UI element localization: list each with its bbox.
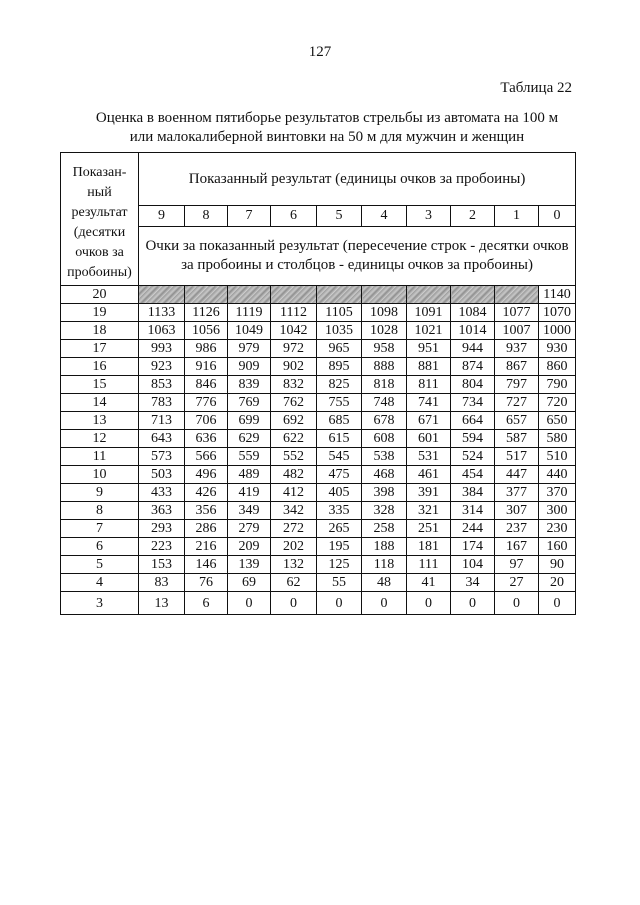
score-cell: 370 — [539, 484, 576, 502]
score-cell: 1077 — [495, 304, 539, 322]
score-cell: 496 — [185, 466, 228, 484]
score-cell: 937 — [495, 340, 539, 358]
score-cell: 97 — [495, 556, 539, 574]
score-cell: 664 — [451, 412, 495, 430]
table-row — [61, 574, 576, 592]
score-cell: 167 — [495, 538, 539, 556]
table-row — [61, 286, 576, 304]
tens-cell: 17 — [61, 340, 139, 358]
score-cell: 811 — [407, 376, 451, 394]
tens-cell: 10 — [61, 466, 139, 484]
score-cell: 419 — [228, 484, 271, 502]
score-cell: 216 — [185, 538, 228, 556]
corner-header — [61, 153, 139, 286]
score-cell: 489 — [228, 466, 271, 484]
score-cell: 195 — [317, 538, 362, 556]
table-row — [61, 322, 576, 340]
score-cell: 783 — [139, 394, 185, 412]
unit-header-cell: 6 — [271, 206, 317, 227]
score-cell: 1091 — [407, 304, 451, 322]
score-cell: 804 — [451, 376, 495, 394]
score-cell: 699 — [228, 412, 271, 430]
tens-cell: 20 — [61, 286, 139, 304]
score-cell: 909 — [228, 358, 271, 376]
score-cell: 517 — [495, 448, 539, 466]
score-cell: 426 — [185, 484, 228, 502]
score-cell: 769 — [228, 394, 271, 412]
score-cell: 874 — [451, 358, 495, 376]
score-cell: 615 — [317, 430, 362, 448]
score-cell: 713 — [139, 412, 185, 430]
score-cell: 356 — [185, 502, 228, 520]
score-cell: 951 — [407, 340, 451, 358]
scanned-smudge-cell — [451, 286, 495, 304]
score-cell: 118 — [362, 556, 407, 574]
score-cell: 734 — [451, 394, 495, 412]
table-row — [61, 412, 576, 430]
score-cell: 1098 — [362, 304, 407, 322]
score-cell: 580 — [539, 430, 576, 448]
score-cell: 832 — [271, 376, 317, 394]
score-cell: 412 — [271, 484, 317, 502]
score-cell: 1049 — [228, 322, 271, 340]
score-cell: 391 — [407, 484, 451, 502]
tens-cell: 5 — [61, 556, 139, 574]
score-cell: 454 — [451, 466, 495, 484]
corner-header-line: результат — [71, 205, 128, 220]
score-cell: 538 — [362, 448, 407, 466]
score-cell: 223 — [139, 538, 185, 556]
unit-header-cell: 9 — [139, 206, 185, 227]
score-cell: 153 — [139, 556, 185, 574]
score-cell: 797 — [495, 376, 539, 394]
table-row — [61, 556, 576, 574]
score-cell: 657 — [495, 412, 539, 430]
score-cell: 636 — [185, 430, 228, 448]
score-cell: 132 — [271, 556, 317, 574]
tens-cell: 11 — [61, 448, 139, 466]
score-cell: 1028 — [362, 322, 407, 340]
unit-header-cell: 0 — [539, 206, 576, 227]
score-cell: 776 — [185, 394, 228, 412]
unit-header-cell: 4 — [362, 206, 407, 227]
score-cell: 559 — [228, 448, 271, 466]
score-cell: 41 — [407, 574, 451, 592]
table-row — [61, 592, 576, 615]
score-cell: 160 — [539, 538, 576, 556]
score-cell: 62 — [271, 574, 317, 592]
score-cell: 944 — [451, 340, 495, 358]
score-cell: 69 — [228, 574, 271, 592]
score-cell: 0 — [495, 592, 539, 615]
score-cell: 608 — [362, 430, 407, 448]
score-cell: 839 — [228, 376, 271, 394]
tens-cell: 15 — [61, 376, 139, 394]
title-line-2: или малокалиберной винтовки на 50 м для мужчин и женщин — [129, 129, 525, 145]
score-cell: 1035 — [317, 322, 362, 340]
tens-cell: 16 — [61, 358, 139, 376]
score-cell: 209 — [228, 538, 271, 556]
score-cell: 1014 — [451, 322, 495, 340]
score-cell: 447 — [495, 466, 539, 484]
table-row — [61, 376, 576, 394]
unit-header-cell: 3 — [407, 206, 451, 227]
score-cell: 545 — [317, 448, 362, 466]
score-cell: 867 — [495, 358, 539, 376]
score-cell: 468 — [362, 466, 407, 484]
score-cell: 258 — [362, 520, 407, 538]
score-cell: 748 — [362, 394, 407, 412]
score-cell: 1042 — [271, 322, 317, 340]
table-row — [61, 484, 576, 502]
table-row — [61, 304, 576, 322]
score-cell: 139 — [228, 556, 271, 574]
score-cell: 0 — [451, 592, 495, 615]
main-column-header: Показанный результат (единицы очков за пробоины) — [139, 153, 576, 206]
score-cell: 678 — [362, 412, 407, 430]
table-row — [61, 466, 576, 484]
score-cell: 1126 — [185, 304, 228, 322]
score-cell: 55 — [317, 574, 362, 592]
score-cell: 650 — [539, 412, 576, 430]
score-cell: 629 — [228, 430, 271, 448]
table-row — [61, 448, 576, 466]
score-cell: 1119 — [228, 304, 271, 322]
score-cell: 741 — [407, 394, 451, 412]
score-cell: 1112 — [271, 304, 317, 322]
score-cell: 671 — [407, 412, 451, 430]
corner-header-line: пробоины) — [67, 265, 132, 280]
score-cell: 286 — [185, 520, 228, 538]
score-cell: 1084 — [451, 304, 495, 322]
sub-column-header — [139, 227, 576, 286]
score-cell: 125 — [317, 556, 362, 574]
score-table — [60, 152, 576, 615]
score-cell: 321 — [407, 502, 451, 520]
tens-cell: 18 — [61, 322, 139, 340]
score-cell: 20 — [539, 574, 576, 592]
page-number: 127 — [308, 44, 332, 60]
score-cell: 993 — [139, 340, 185, 358]
score-cell: 825 — [317, 376, 362, 394]
score-cell: 1056 — [185, 322, 228, 340]
score-cell: 251 — [407, 520, 451, 538]
score-cell: 1105 — [317, 304, 362, 322]
scanned-smudge-cell — [407, 286, 451, 304]
table-row — [61, 538, 576, 556]
tens-cell: 4 — [61, 574, 139, 592]
score-cell: 510 — [539, 448, 576, 466]
table-row — [61, 520, 576, 538]
tens-cell: 8 — [61, 502, 139, 520]
score-cell: 34 — [451, 574, 495, 592]
sub-header-line-1: Очки за показанный результат (пересечение строк - десятки очков — [145, 238, 569, 254]
score-cell: 902 — [271, 358, 317, 376]
table-row — [61, 340, 576, 358]
score-cell: 853 — [139, 376, 185, 394]
score-cell: 755 — [317, 394, 362, 412]
score-cell: 573 — [139, 448, 185, 466]
score-cell: 405 — [317, 484, 362, 502]
score-cell: 846 — [185, 376, 228, 394]
score-cell: 83 — [139, 574, 185, 592]
tens-cell: 13 — [61, 412, 139, 430]
score-cell: 6 — [185, 592, 228, 615]
score-cell: 888 — [362, 358, 407, 376]
score-cell: 587 — [495, 430, 539, 448]
score-cell: 958 — [362, 340, 407, 358]
score-cell: 475 — [317, 466, 362, 484]
table-label: Таблица 22 — [500, 80, 572, 96]
score-cell: 440 — [539, 466, 576, 484]
unit-header-cell: 5 — [317, 206, 362, 227]
corner-header-line: очков за — [75, 245, 124, 260]
score-cell: 0 — [271, 592, 317, 615]
score-cell: 727 — [495, 394, 539, 412]
score-cell: 818 — [362, 376, 407, 394]
score-cell: 48 — [362, 574, 407, 592]
score-cell: 881 — [407, 358, 451, 376]
score-cell: 685 — [317, 412, 362, 430]
unit-header-cell: 1 — [495, 206, 539, 227]
score-cell: 146 — [185, 556, 228, 574]
score-cell: 706 — [185, 412, 228, 430]
sub-header-line-2: за пробоины и столбцов - единицы очков за пробоины) — [181, 257, 533, 273]
tens-cell: 19 — [61, 304, 139, 322]
score-cell: 237 — [495, 520, 539, 538]
unit-header-cell: 7 — [228, 206, 271, 227]
corner-header-line: Показан- — [72, 165, 127, 180]
score-cell: 622 — [271, 430, 317, 448]
score-cell: 181 — [407, 538, 451, 556]
scanned-smudge-cell — [139, 286, 185, 304]
scanned-smudge-cell — [185, 286, 228, 304]
scanned-smudge-cell — [362, 286, 407, 304]
score-cell: 174 — [451, 538, 495, 556]
score-cell: 972 — [271, 340, 317, 358]
table-row — [61, 394, 576, 412]
tens-cell: 9 — [61, 484, 139, 502]
score-cell: 0 — [317, 592, 362, 615]
score-cell: 790 — [539, 376, 576, 394]
score-cell: 265 — [317, 520, 362, 538]
score-cell: 1070 — [539, 304, 576, 322]
score-cell: 986 — [185, 340, 228, 358]
score-cell: 384 — [451, 484, 495, 502]
table-row — [61, 358, 576, 376]
score-cell: 433 — [139, 484, 185, 502]
score-cell: 916 — [185, 358, 228, 376]
score-cell: 104 — [451, 556, 495, 574]
score-cell: 307 — [495, 502, 539, 520]
score-cell: 90 — [539, 556, 576, 574]
score-cell: 27 — [495, 574, 539, 592]
score-cell: 314 — [451, 502, 495, 520]
unit-header-cell: 8 — [185, 206, 228, 227]
tens-cell: 6 — [61, 538, 139, 556]
score-cell: 363 — [139, 502, 185, 520]
score-cell: 230 — [539, 520, 576, 538]
score-cell: 1063 — [139, 322, 185, 340]
score-cell: 930 — [539, 340, 576, 358]
score-cell: 643 — [139, 430, 185, 448]
score-cell: 979 — [228, 340, 271, 358]
score-cell: 377 — [495, 484, 539, 502]
score-cell: 328 — [362, 502, 407, 520]
units-header-row — [61, 206, 576, 227]
score-cell: 349 — [228, 502, 271, 520]
table-row — [61, 430, 576, 448]
score-cell: 552 — [271, 448, 317, 466]
score-cell: 279 — [228, 520, 271, 538]
corner-header-line: (десятки — [73, 225, 126, 240]
score-cell: 594 — [451, 430, 495, 448]
score-cell: 860 — [539, 358, 576, 376]
tens-cell: 7 — [61, 520, 139, 538]
score-cell: 1000 — [539, 322, 576, 340]
score-cell: 461 — [407, 466, 451, 484]
score-cell: 923 — [139, 358, 185, 376]
score-cell: 503 — [139, 466, 185, 484]
score-cell: 202 — [271, 538, 317, 556]
corner-header-line: ный — [87, 185, 112, 200]
score-cell: 188 — [362, 538, 407, 556]
tens-cell: 12 — [61, 430, 139, 448]
score-cell: 1140 — [539, 286, 576, 304]
score-cell: 482 — [271, 466, 317, 484]
score-cell: 524 — [451, 448, 495, 466]
score-cell: 342 — [271, 502, 317, 520]
scanned-smudge-cell — [317, 286, 362, 304]
score-cell: 1133 — [139, 304, 185, 322]
score-cell: 601 — [407, 430, 451, 448]
score-cell: 566 — [185, 448, 228, 466]
score-cell: 398 — [362, 484, 407, 502]
score-cell: 293 — [139, 520, 185, 538]
scanned-smudge-cell — [271, 286, 317, 304]
score-cell: 111 — [407, 556, 451, 574]
score-cell: 531 — [407, 448, 451, 466]
unit-header-cell: 2 — [451, 206, 495, 227]
score-cell: 0 — [539, 592, 576, 615]
score-cell: 895 — [317, 358, 362, 376]
score-cell: 692 — [271, 412, 317, 430]
score-cell: 300 — [539, 502, 576, 520]
score-cell: 335 — [317, 502, 362, 520]
score-cell: 13 — [139, 592, 185, 615]
score-cell: 0 — [407, 592, 451, 615]
score-cell: 0 — [228, 592, 271, 615]
tens-cell: 14 — [61, 394, 139, 412]
score-cell: 1021 — [407, 322, 451, 340]
score-cell: 762 — [271, 394, 317, 412]
scanned-smudge-cell — [228, 286, 271, 304]
table-row — [61, 502, 576, 520]
score-cell: 720 — [539, 394, 576, 412]
score-cell: 244 — [451, 520, 495, 538]
scanned-smudge-cell — [495, 286, 539, 304]
table-title — [60, 109, 594, 147]
score-cell: 1007 — [495, 322, 539, 340]
score-cell: 76 — [185, 574, 228, 592]
tens-cell: 3 — [61, 592, 139, 615]
score-cell: 272 — [271, 520, 317, 538]
score-cell: 965 — [317, 340, 362, 358]
title-line-1: Оценка в военном пятиборье результатов стрельбы из автомата на 100 м — [95, 110, 559, 126]
score-cell: 0 — [362, 592, 407, 615]
